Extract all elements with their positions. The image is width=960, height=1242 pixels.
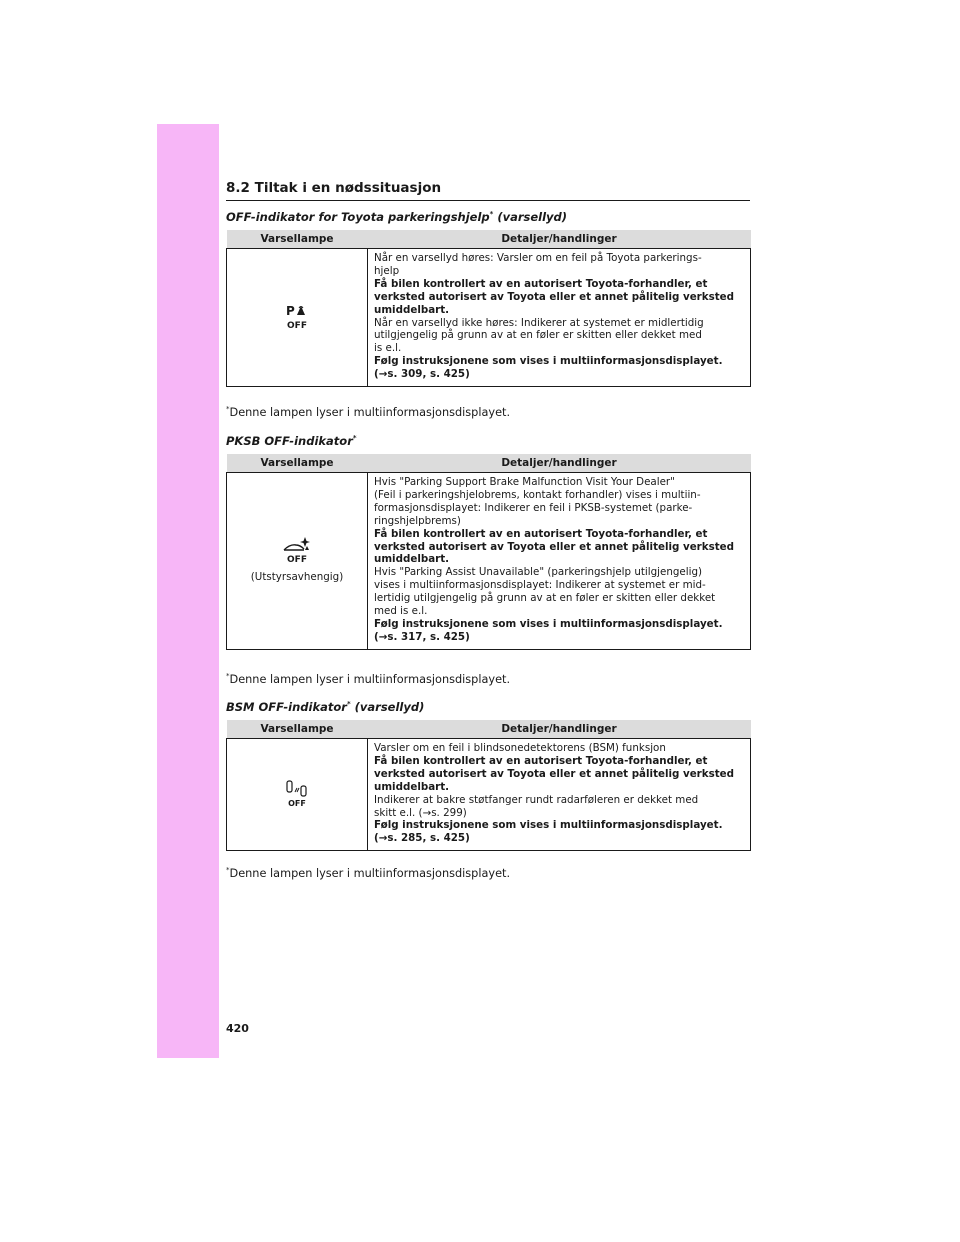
detail-line: hjelp (374, 264, 400, 277)
detail-line: Indikerer at bakre støtfanger rundt radarføleren er dekket med (374, 793, 699, 806)
detail-line: Få bilen kontrollert av en autorisert Toyota-forhandler, et (374, 754, 708, 767)
detail-line: umiddelbart. (374, 553, 450, 566)
lamp-cell (227, 249, 368, 387)
subheading-parking-assist-off: OFF-indikator for Toyota parkeringshjelp* (varsellyd) (226, 210, 568, 224)
detail-line: (→s. 309, s. 425) (374, 368, 470, 381)
detail-line: Få bilen kontrollert av en autorisert Toyota-forhandler, et (374, 527, 708, 540)
detail-line: Få bilen kontrollert av en autorisert Toyota-forhandler, et (374, 277, 708, 290)
detail-line: verksted autorisert av Toyota eller et annet pålitelig verksted (374, 767, 735, 780)
section-title: 8.2 Tiltak i en nødssituasjon (226, 180, 750, 201)
lamp-cell (227, 473, 368, 650)
col-header-lamp: Varsellampe (227, 720, 368, 739)
svg-text:P: P (286, 303, 295, 318)
detail-line: Hvis "Parking Support Brake Malfunction Visit Your Dealer" (374, 476, 675, 488)
details-lines (374, 252, 744, 381)
detail-line: med is e.l. (374, 605, 428, 618)
footnote: *Denne lampen lyser i multiinformasjonsdisplayet. (226, 405, 511, 419)
details-lines (374, 476, 744, 644)
parking-sensor-off-icon (282, 302, 312, 332)
detail-line: (Feil i parkeringshjelobrems, kontakt forhandler) vises i multiin- (374, 488, 701, 501)
detail-line: Følg instruksjonene som vises i multiinformasjonsdisplayet. (374, 617, 723, 630)
details-lines (374, 742, 744, 845)
detail-line: Varsler om en feil i blindsonedetektorens (BSM) funksjon (374, 742, 666, 754)
details-cell (368, 739, 751, 851)
pksb-off-icon (280, 535, 314, 565)
detail-line: formasjonsdisplayet: Indikerer en feil i PKSB-systemet (parke- (374, 501, 693, 514)
detail-line: verksted autorisert av Toyota eller et annet pålitelig verksted (374, 540, 735, 553)
col-header-details: Detaljer/handlinger (368, 454, 751, 473)
detail-line: is e.l. (374, 342, 402, 355)
detail-line: skitt e.l. (→s. 299) (374, 806, 467, 819)
subheading-bsm-off: BSM OFF-indikator* (varsellyd) (226, 700, 425, 714)
detail-line: utilgjengelig på grunn av at en føler er skitten eller dekket med (374, 329, 702, 342)
warning-table-pksb (226, 454, 751, 650)
detail-line: Når en varsellyd høres: Varsler om en feil på Toyota parkerings- (374, 252, 702, 264)
warning-table-bsm (226, 720, 751, 851)
detail-line: lertidig utilgjengelig på grunn av at en føler er skitten eller dekket (374, 592, 716, 605)
lamp-cell (227, 739, 368, 851)
col-header-details: Detaljer/handlinger (368, 230, 751, 249)
bsm-off-icon (281, 778, 313, 810)
warning-table-parking-assist (226, 230, 751, 387)
detail-line: Følg instruksjonene som vises i multiinformasjonsdisplayet. (374, 355, 723, 368)
detail-line: ringshjelpbrems) (374, 514, 461, 527)
detail-line: verksted autorisert av Toyota eller et annet pålitelig verksted (374, 290, 735, 303)
details-cell (368, 249, 751, 387)
detail-line: Hvis "Parking Assist Unavailable" (parkeringshjelp utilgjengelig) (374, 566, 703, 579)
subheading-pksb-off: PKSB OFF-indikator* (226, 434, 357, 448)
detail-line: Følg instruksjonene som vises i multiinformasjonsdisplayet. (374, 819, 723, 832)
lamp-label: (Utstyrsavhengig) (250, 571, 344, 584)
col-header-details: Detaljer/handlinger (368, 720, 751, 739)
chapter-tab-sidebar (157, 124, 219, 1058)
detail-line: umiddelbart. (374, 303, 450, 316)
footnote: *Denne lampen lyser i multiinformasjonsdisplayet. (226, 672, 511, 686)
svg-text:OFF: OFF (287, 555, 307, 566)
svg-text:OFF: OFF (288, 798, 306, 808)
details-cell (368, 473, 751, 650)
detail-line: (→s. 285, s. 425) (374, 832, 470, 845)
svg-text:OFF: OFF (287, 320, 307, 331)
col-header-lamp: Varsellampe (227, 454, 368, 473)
footnote: *Denne lampen lyser i multiinformasjonsdisplayet. (226, 866, 511, 880)
detail-line: (→s. 317, s. 425) (374, 630, 470, 643)
page-number: 420 (226, 1022, 249, 1035)
col-header-lamp: Varsellampe (227, 230, 368, 249)
detail-line: umiddelbart. (374, 780, 450, 793)
detail-line: vises i multiinformasjonsdisplayet: Indikerer at systemet er mid- (374, 579, 706, 592)
detail-line: Når en varsellyd ikke høres: Indikerer at systemet er midlertidig (374, 316, 704, 329)
